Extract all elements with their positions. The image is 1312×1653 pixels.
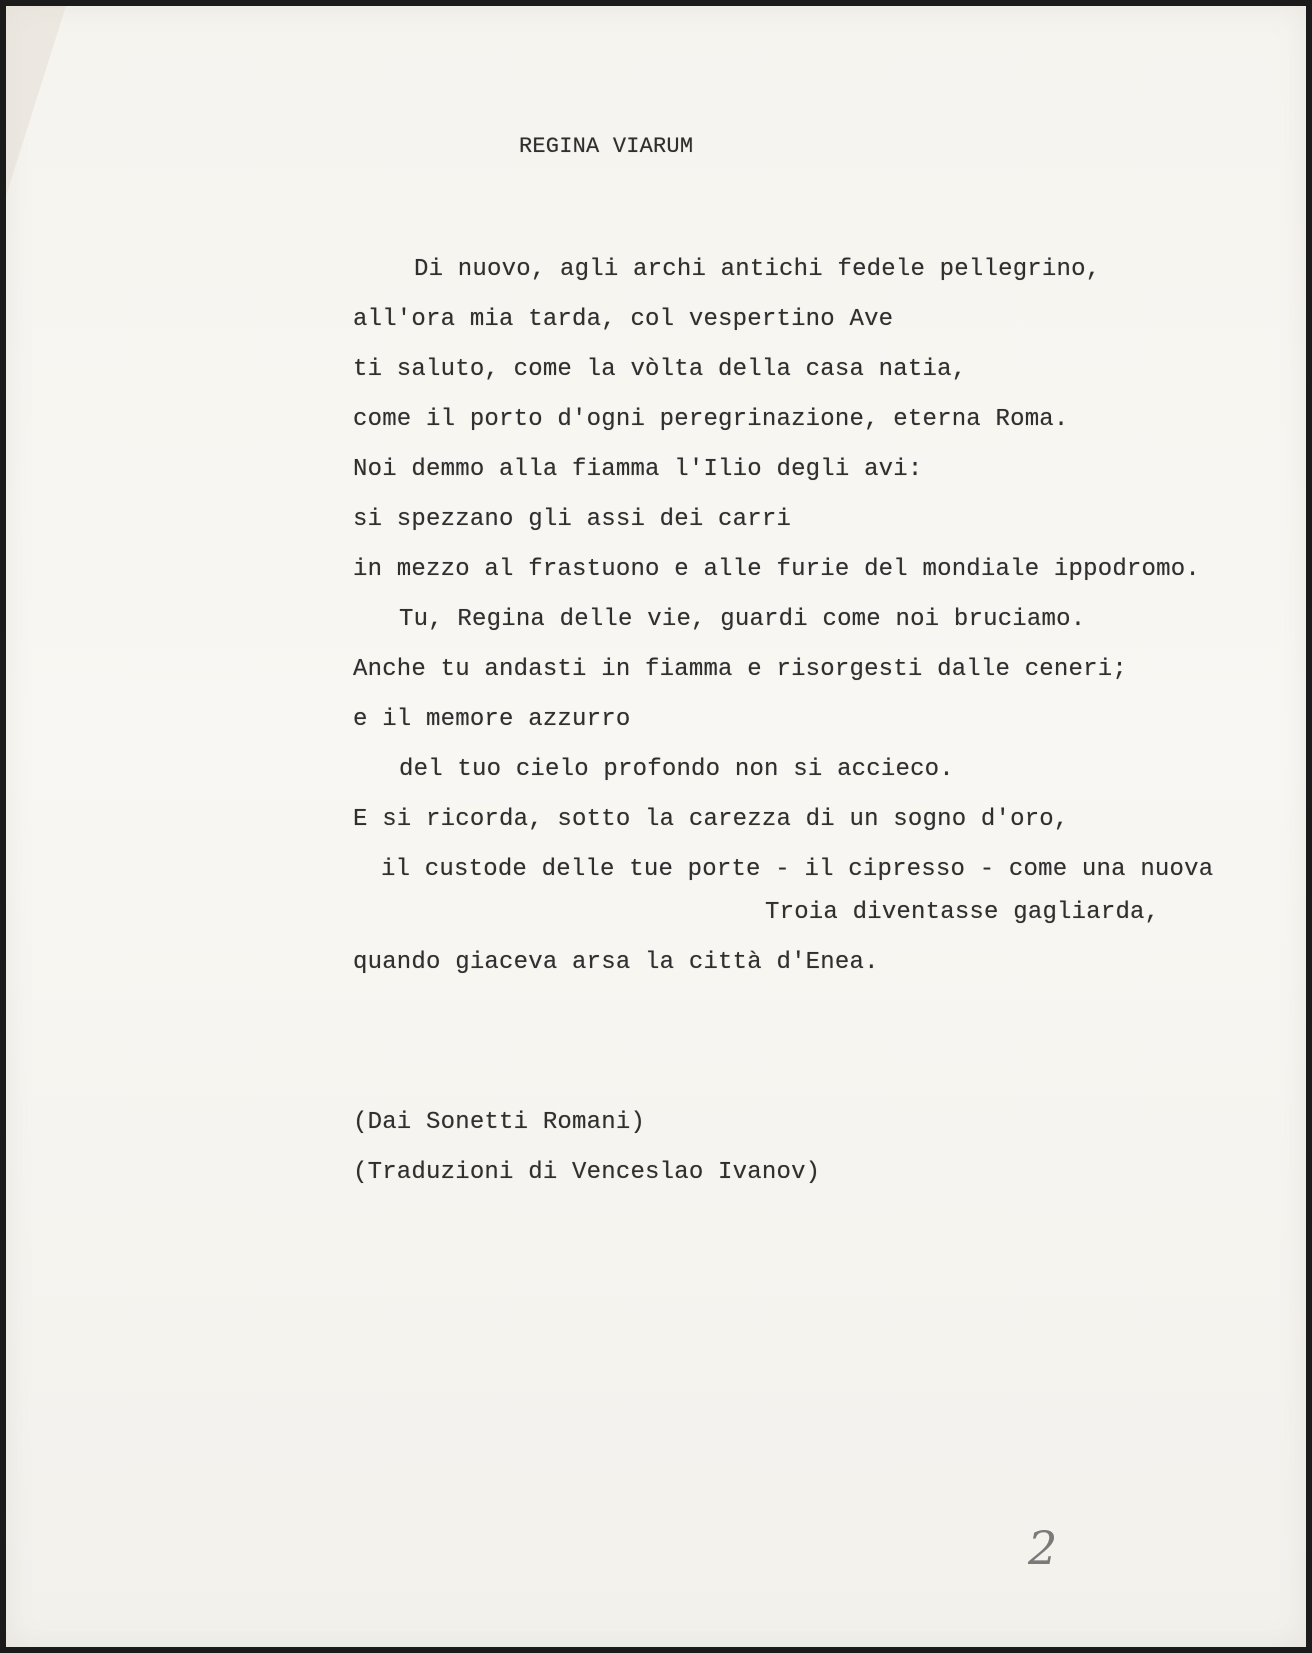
poem-line-12: E si ricorda, sotto la carezza di un sogno d'oro, xyxy=(353,806,1069,833)
handwritten-page-number: 2 xyxy=(1028,1521,1058,1575)
poem-line-11: del tuo cielo profondo non si accieco. xyxy=(399,756,954,783)
poem-line-15: quando giaceva arsa la città d'Enea. xyxy=(353,949,879,976)
poem-line-4: come il porto d'ogni peregrinazione, eterna Roma. xyxy=(353,406,1069,433)
poem-line-3: ti saluto, come la vòlta della casa natia, xyxy=(353,356,967,383)
poem-line-14: Troia diventasse gagliarda, xyxy=(765,899,1160,926)
poem-line-5: Noi demmo alla fiamma l'Ilio degli avi: xyxy=(353,456,923,483)
poem-line-6: si spezzano gli assi dei carri xyxy=(353,506,792,533)
typewritten-page xyxy=(6,6,1306,1647)
poem-line-1: Di nuovo, agli archi antichi fedele pellegrino, xyxy=(414,256,1101,283)
poem-line-7: in mezzo al frastuono e alle furie del mondiale ippodromo. xyxy=(353,556,1200,583)
paper-corner-fold xyxy=(6,6,66,196)
translator-note: (Traduzioni di Venceslao Ivanov) xyxy=(353,1159,821,1186)
poem-line-8: Tu, Regina delle vie, guardi come noi bruciamo. xyxy=(399,606,1086,633)
poem-title: REGINA VIARUM xyxy=(519,134,694,159)
poem-line-13: il custode delle tue porte - il cipresso - come una nuova xyxy=(381,856,1214,883)
source-note: (Dai Sonetti Romani) xyxy=(353,1109,646,1136)
poem-line-2: all'ora mia tarda, col vespertino Ave xyxy=(353,306,894,333)
poem-line-10: e il memore azzurro xyxy=(353,706,631,733)
poem-line-9: Anche tu andasti in fiamma e risorgesti dalle ceneri; xyxy=(353,656,1127,683)
